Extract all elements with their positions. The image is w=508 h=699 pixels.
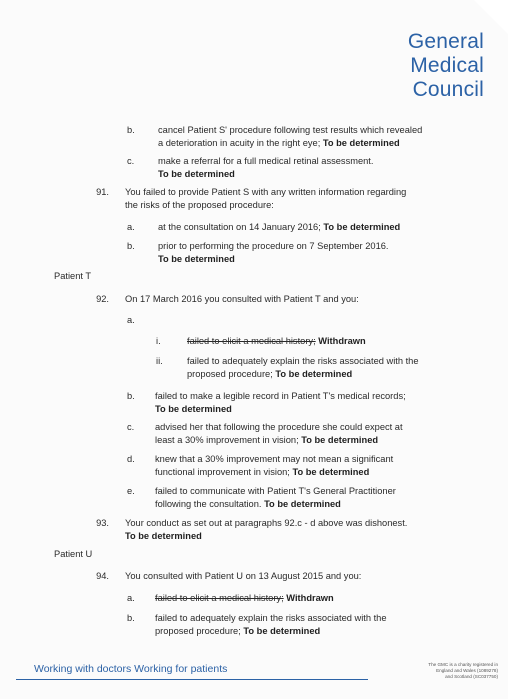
struck-text: failed to elicit a medical history; [187,336,316,346]
item-text: failed to make a legible record in Patient T's medical records; To be determined [155,391,406,414]
status-label: To be determined [322,137,400,148]
item-label: a. [127,222,135,232]
paragraph-text: You failed to provide Patient S with any written information regarding the risks of the proposed procedure: [125,187,407,210]
item-text: failed to communicate with Patient T's General Practitioner following the consultation. To be determined [155,486,396,509]
item-text: failed to adequately explain the risks associated with the proposed procedure; To be determined [187,356,419,379]
status-label: To be determined [264,498,341,509]
item-text: cancel Patient S' procedure following test results which revealed a deterioration in acuity in the right eye; To be determined [158,125,423,148]
page-corner-fold [474,0,508,34]
roman-label: ii. [156,356,163,366]
item-label: c. [127,156,135,166]
struck-text: failed to elicit a medical history; [155,593,284,603]
paragraph-text: You consulted with Patient U on 13 August 2015 and you: [125,571,362,581]
item-text: make a referral for a full medical retinal assessment. To be determined [158,156,374,179]
item-label: e. [127,486,135,496]
item-label: d. [127,454,135,464]
item-label: b. [127,241,135,251]
footer-charity-note: The GMC is a charity registered in England and Wales (1089278) and Scotland (SC037750) [428,662,498,680]
item-text [155,592,334,605]
item-label: c. [127,422,135,432]
item-text [187,335,366,348]
logo-line-2: Medical [410,54,484,77]
paragraph-text: On 17 March 2016 you consulted with Patient T and you: [125,294,359,304]
status-label: Withdrawn [318,336,366,346]
status-label: To be determined [301,434,379,445]
item-text: failed to adequately explain the risks associated with the proposed procedure; To be determined [155,613,387,636]
paragraph-number: 91. [96,187,109,197]
item-label: a. [127,315,135,325]
status-label: To be determined [158,253,235,264]
status-label: To be determined [158,168,235,179]
status-label: To be determined [292,466,370,477]
paragraph-number: 92. [96,294,109,304]
status-label: To be determined [323,222,401,232]
logo-line-1: General [407,30,484,53]
item-label: b. [127,613,135,623]
item-label: a. [127,593,135,603]
item-text: prior to performing the procedure on 7 September 2016. To be determined [158,241,389,264]
item-text: advised her that following the procedure she could expect at least a 30% improvement in vision; To be determined [155,422,403,445]
paragraph-number: 94. [96,571,109,581]
section-heading-patient-u: Patient U [54,549,93,559]
faint-header-watermark [30,26,34,46]
gmc-logo [408,30,484,102]
roman-label: i. [156,336,161,346]
status-label: To be determined [243,625,321,636]
item-label: b. [127,391,135,401]
status-label: To be determined [155,403,232,414]
section-heading-patient-t: Patient T [54,271,92,281]
item-label: b. [127,125,135,135]
item-text: at the consultation on 14 January 2016; To be determined [158,222,401,232]
footer-rule [16,679,368,680]
status-label: To be determined [125,530,202,541]
item-text: knew that a 30% improvement may not mean a significant functional improvement in vision; To be determined [155,454,394,477]
paragraph-number: 93. [96,518,109,528]
status-label: To be determined [275,368,353,379]
logo-line-3: Council [412,78,484,101]
status-label: Withdrawn [286,593,334,603]
footer-tagline: Working with doctors Working for patients [34,663,228,675]
paragraph-text: Your conduct as set out at paragraphs 92.c - d above was dishonest. To be determined [125,518,408,541]
